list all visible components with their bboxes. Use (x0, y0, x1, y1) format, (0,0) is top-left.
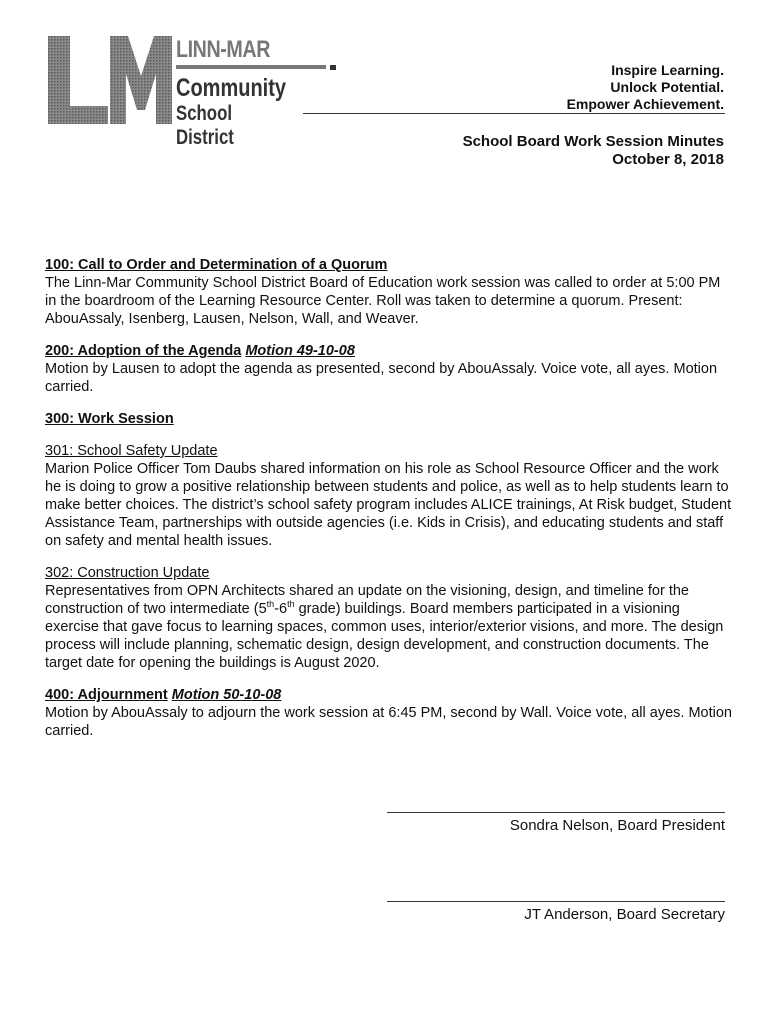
section-100-body: The Linn-Mar Community School District Board of Education work session was called to order at 5:00 PM in the boardroom of the Learning Resource Center. Roll was taken to determine a quorum. Present: AbouAssaly, Isenberg, Lausen, Nelson, Wall, and Weaver. (45, 275, 721, 327)
section-400-heading: 400: Adjournment (45, 687, 168, 703)
section-200 (45, 342, 735, 396)
tagline-line-3: Empower Achievement. (566, 96, 724, 112)
title-text: School Board Work Session Minutes (462, 133, 724, 150)
district-logo (48, 36, 298, 149)
section-301 (45, 442, 735, 550)
section-100 (45, 256, 735, 328)
logo-bar (176, 65, 326, 69)
section-300 (45, 410, 735, 428)
section-400 (45, 686, 735, 740)
brand-linn-mar: LINN-MAR (176, 36, 271, 63)
lm-monogram-icon (48, 36, 173, 126)
signature-line (387, 812, 725, 813)
section-200-motion: Motion 49-10-08 (245, 343, 355, 359)
section-100-heading: 100: Call to Order and Determination of a Quorum (45, 257, 388, 273)
minutes-body (45, 256, 735, 754)
signature-line (387, 901, 725, 902)
section-301-body: Marion Police Officer Tom Daubs shared information on his role as School Resource Officer and the work he is doing to grow a positive relationship between students and police, as well as to help students learn to make better choices. The district’s school safety program includes ALICE trainings, At Risk budget, Student Assistance Team, partnerships with outside agencies (i.e. Kids in Crisis), and educating students and staff on safety and mental health issues. (45, 461, 732, 549)
document-title (463, 133, 724, 169)
section-200-body: Motion by Lausen to adopt the agenda as presented, second by AbouAssaly. Voice vote, all ayes. Motion carried. (45, 361, 718, 395)
section-302-body-b: grade) buildings. Board members participated in a visioning exercise that gave focus to learning spaces, common uses, interior/exterior visions, and more. The design process will include planning, schematic design, design development, and construction documents. The target date for opening the buildings is August 2020. (45, 601, 724, 671)
section-302 (45, 564, 735, 672)
section-400-motion: Motion 50-10-08 (171, 687, 282, 703)
title-date: October 8, 2018 (612, 151, 724, 168)
superscript-th-2: th (287, 599, 295, 610)
header-rule (303, 113, 725, 114)
logo-dot (330, 65, 336, 70)
section-302-body-a: Representatives from OPN Architects shared an update on the visioning, design, and timeline for the construction of two intermediate (5 (45, 583, 689, 617)
signature-president (387, 812, 725, 834)
signature-secretary (387, 901, 725, 923)
section-301-heading: 301: School Safety Update (45, 443, 218, 459)
section-300-heading: 300: Work Session (45, 411, 174, 427)
grade-dash: -6 (274, 601, 288, 617)
brand-community: Community (176, 74, 286, 102)
section-400-body: Motion by AbouAssaly to adjourn the work session at 6:45 PM, second by Wall. Voice vote, all ayes. Motion carried. (45, 705, 732, 739)
tagline-line-1: Inspire Learning. (611, 62, 724, 78)
signature-secretary-name: JT Anderson, Board Secretary (524, 906, 725, 923)
tagline (567, 62, 724, 113)
section-302-heading: 302: Construction Update (45, 565, 210, 581)
brand-school-district: School District (176, 102, 234, 149)
signature-president-name: Sondra Nelson, Board President (509, 817, 725, 834)
superscript-th-1: th (266, 599, 275, 610)
section-200-heading: 200: Adoption of the Agenda (45, 343, 242, 359)
tagline-line-2: Unlock Potential. (610, 79, 724, 95)
